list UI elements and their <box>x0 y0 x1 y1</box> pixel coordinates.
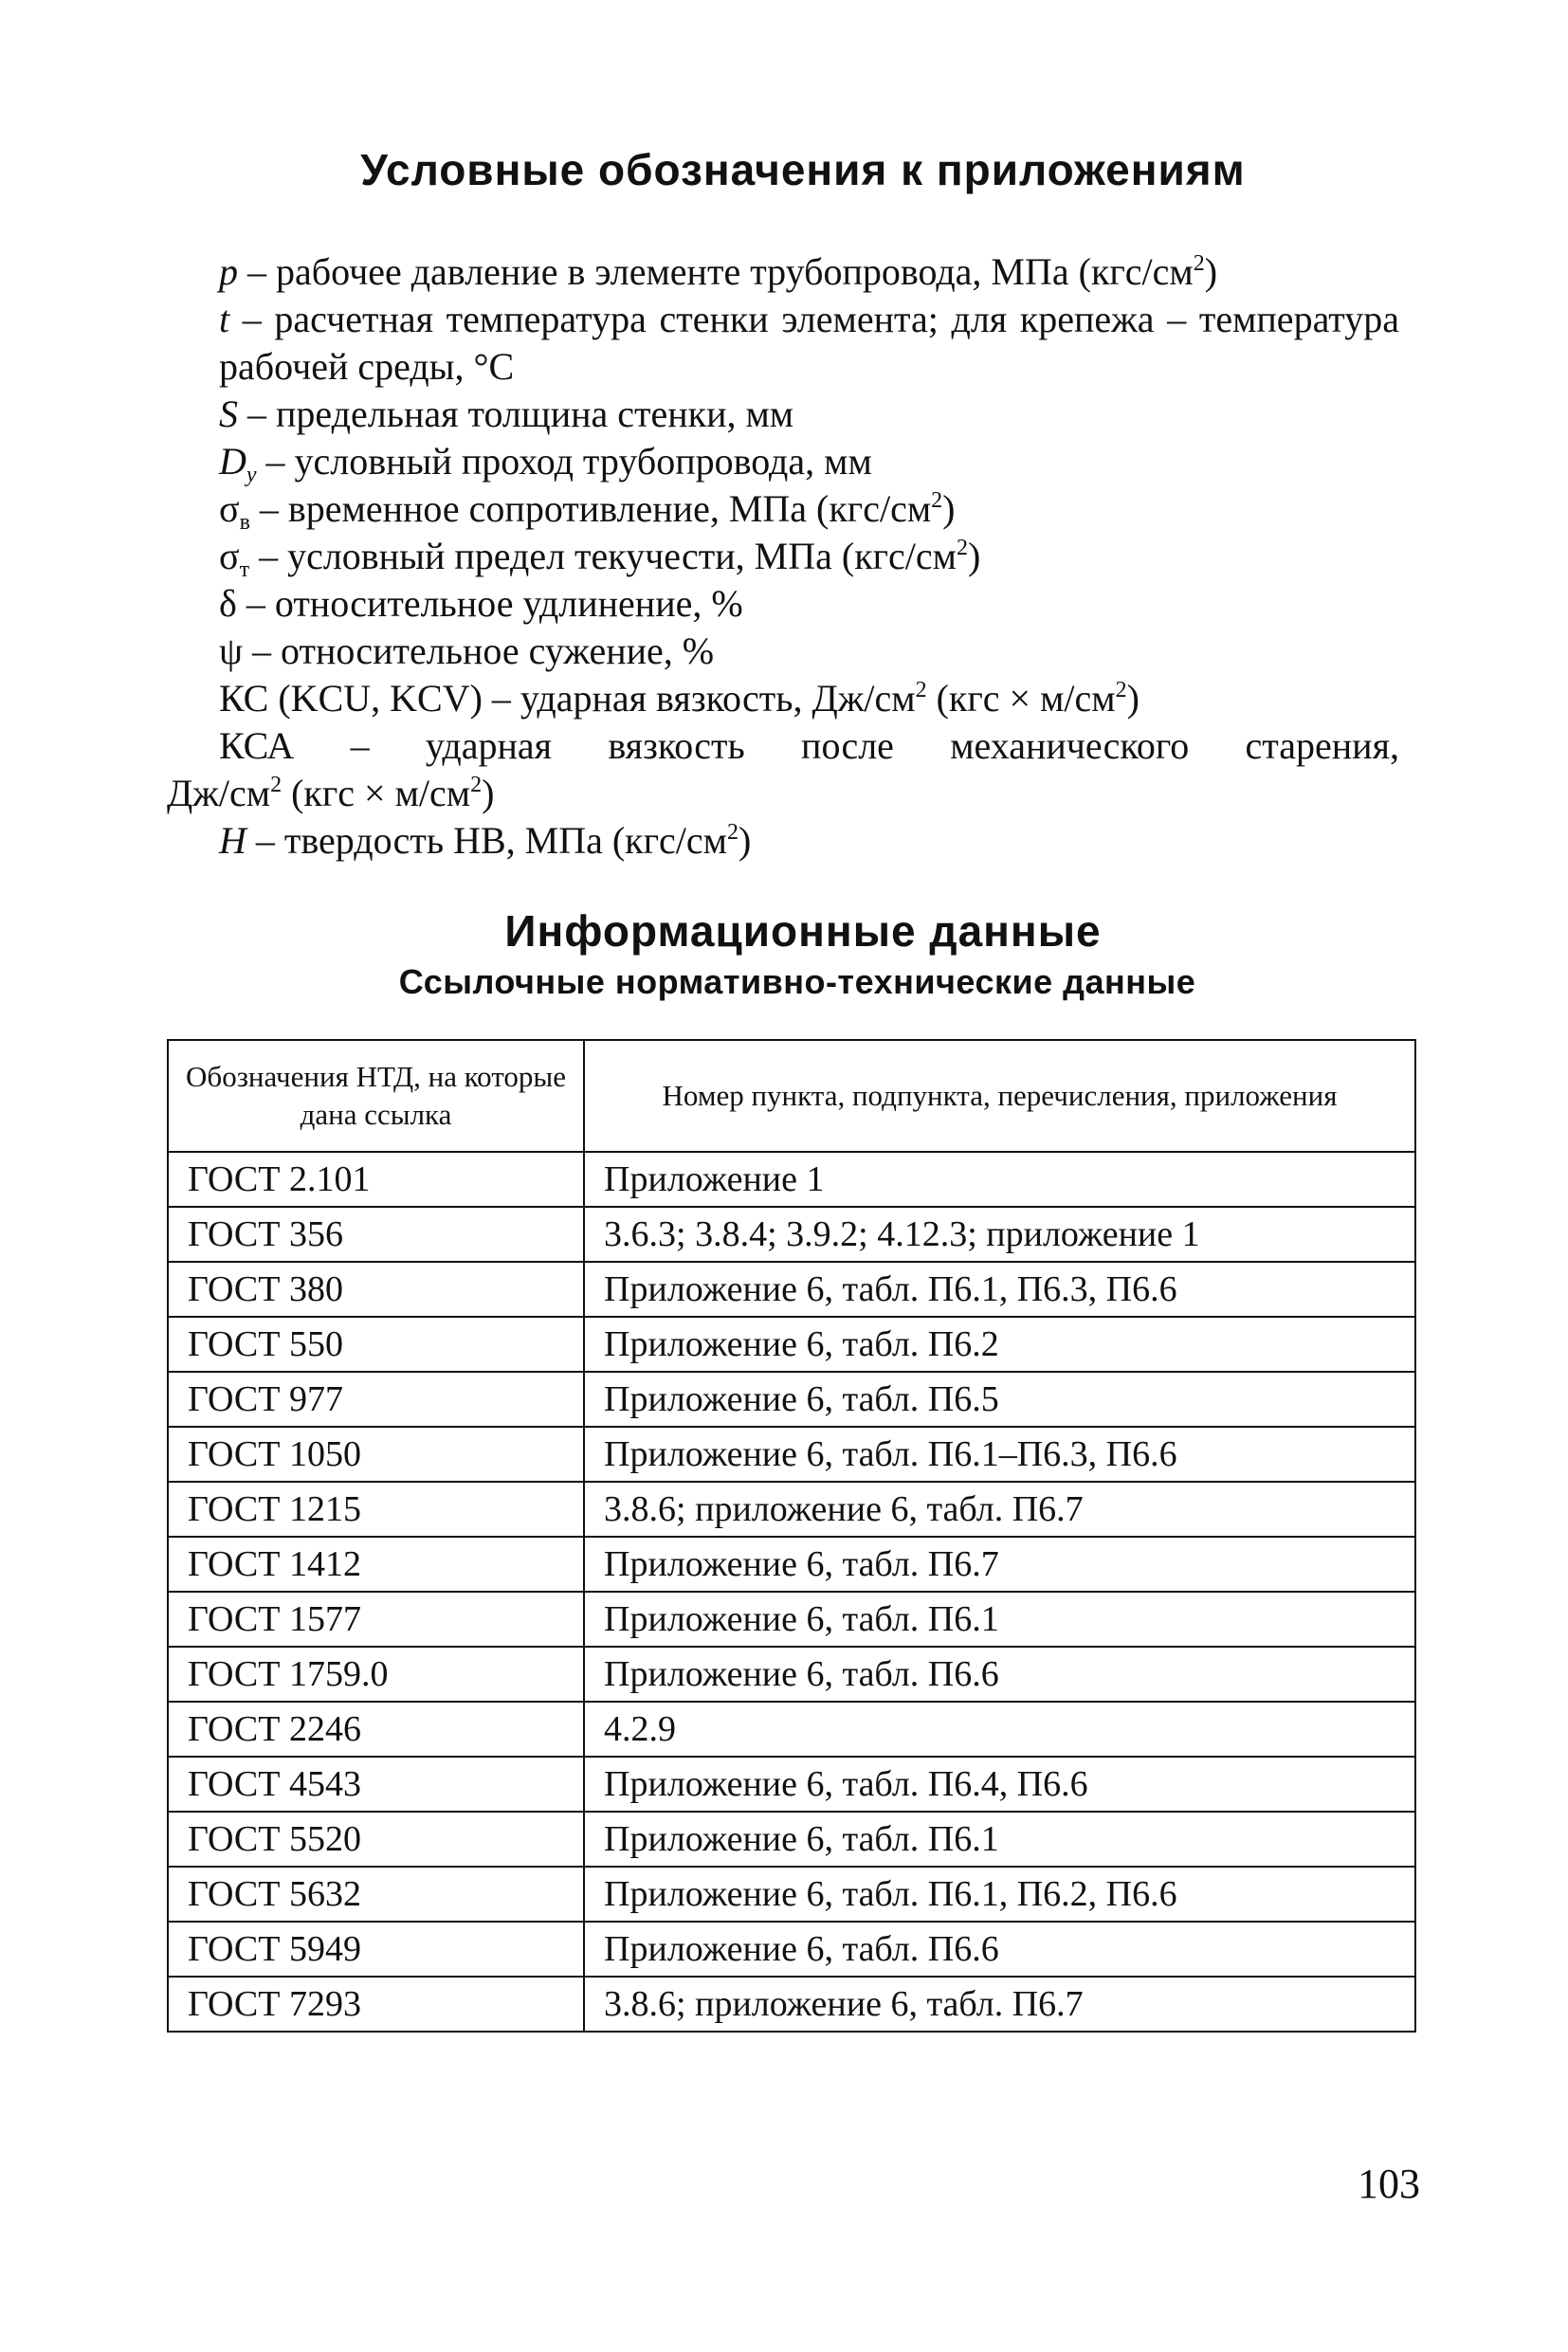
ntd-designation-cell: ГОСТ 1759.0 <box>168 1647 584 1702</box>
legend-item-kca: КСА – ударная вязкость после механического старения, <box>219 724 1399 767</box>
legend-item-psi: ψ – относительное сужение, % <box>219 629 715 672</box>
table-row <box>168 1262 1415 1317</box>
clause-reference-cell: 3.8.6; приложение 6, табл. П6.7 <box>584 1482 1415 1537</box>
clause-reference-cell: Приложение 6, табл. П6.4, П6.6 <box>584 1757 1415 1812</box>
page-number: 103 <box>1358 2161 1420 2207</box>
table-row <box>168 1372 1415 1427</box>
table-header-row <box>168 1040 1415 1152</box>
table-row <box>168 1482 1415 1537</box>
ntd-designation-cell: ГОСТ 1050 <box>168 1427 584 1482</box>
clause-reference-cell: Приложение 6, табл. П6.1 <box>584 1592 1415 1647</box>
clause-reference-cell: Приложение 6, табл. П6.6 <box>584 1647 1415 1702</box>
table-row <box>168 1152 1415 1207</box>
legend-item-h: H – твердость НВ, МПа $(кгс/см^2)$ <box>219 819 752 862</box>
ntd-designation-cell: ГОСТ 1412 <box>168 1537 584 1592</box>
table-row <box>168 1207 1415 1262</box>
clause-reference-cell: Приложение 6, табл. П6.2 <box>584 1317 1415 1372</box>
info-section-title: Информационные данные <box>504 906 1102 956</box>
table-row <box>168 1317 1415 1372</box>
table-row <box>168 1702 1415 1757</box>
clause-reference-cell: 3.6.3; 3.8.4; 3.9.2; 4.12.3; приложение 1 <box>584 1207 1415 1262</box>
ntd-designation-cell: ГОСТ 2246 <box>168 1702 584 1757</box>
clause-reference-cell: Приложение 6, табл. П6.1 <box>584 1812 1415 1867</box>
ntd-designation-cell: ГОСТ 2.101 <box>168 1152 584 1207</box>
reference-subtitle: Ссылочные нормативно-технические данные <box>398 962 1196 1001</box>
ntd-designation-cell: ГОСТ 5949 <box>168 1922 584 1977</box>
table-row <box>168 1922 1415 1977</box>
clause-reference-cell: 3.8.6; приложение 6, табл. П6.7 <box>584 1977 1415 2032</box>
ntd-designation-cell: ГОСТ 356 <box>168 1207 584 1262</box>
legend-item-s: S – предельная толщина стенки, мм <box>219 392 794 435</box>
ntd-designation-cell: ГОСТ 4543 <box>168 1757 584 1812</box>
legend-block <box>167 248 1399 865</box>
legend-item-dy: $D_y$ – условный проход трубопровода, мм <box>219 440 872 487</box>
clause-reference-cell: Приложение 6, табл. П6.1, П6.2, П6.6 <box>584 1867 1415 1922</box>
ntd-designation-cell: ГОСТ 977 <box>168 1372 584 1427</box>
table-row <box>168 1647 1415 1702</box>
table-row <box>168 1977 1415 2032</box>
ntd-designation-cell: ГОСТ 7293 <box>168 1977 584 2032</box>
legend-item-kc: КС (KCU, KCV) – ударная вязкость, $Дж/см^2$ $(кгс \times м/см^2)$ <box>219 677 1140 720</box>
legend-item-delta: δ – относительное удлинение, % <box>219 582 743 625</box>
table-row <box>168 1812 1415 1867</box>
legend-item-sigma-t: $\sigma_т$ – условный предел текучести, МПа $(кгс/см^2)$ <box>219 535 981 582</box>
ntd-designation-cell: ГОСТ 550 <box>168 1317 584 1372</box>
ntd-designation-cell: ГОСТ 380 <box>168 1262 584 1317</box>
appendix-legend-title: Условные обозначения к приложениям <box>360 145 1246 194</box>
table-row <box>168 1537 1415 1592</box>
table-row <box>168 1867 1415 1922</box>
ntd-designation-cell: ГОСТ 5632 <box>168 1867 584 1922</box>
clause-reference-cell: Приложение 6, табл. П6.5 <box>584 1372 1415 1427</box>
reference-table <box>167 1039 1416 2033</box>
legend-item-kca-units: $Дж/см^2$ $(кгс \times м/см^2)$ <box>167 772 495 814</box>
clause-reference-cell: 4.2.9 <box>584 1702 1415 1757</box>
legend-item-t: t – расчетная температура стенки элемента; для крепежа – температура рабочей среды, °С <box>219 298 1399 388</box>
clause-reference-cell: Приложение 6, табл. П6.6 <box>584 1922 1415 1977</box>
ntd-designation-cell: ГОСТ 5520 <box>168 1812 584 1867</box>
clause-reference-cell: Приложение 6, табл. П6.1–П6.3, П6.6 <box>584 1427 1415 1482</box>
clause-reference-cell: Приложение 6, табл. П6.1, П6.3, П6.6 <box>584 1262 1415 1317</box>
ntd-designation-cell: ГОСТ 1577 <box>168 1592 584 1647</box>
clause-reference-cell: Приложение 6, табл. П6.7 <box>584 1537 1415 1592</box>
table-row <box>168 1592 1415 1647</box>
legend-item-p: p – рабочее давление в элементе трубопровода, МПа $(кгс/см^2)$ <box>219 250 1218 293</box>
legend-item-sigma-b: $\sigma_в$ – временное сопротивление, МПа $(кгс/см^2)$ <box>219 487 956 535</box>
ntd-designation-cell: ГОСТ 1215 <box>168 1482 584 1537</box>
table-row <box>168 1757 1415 1812</box>
table-row <box>168 1427 1415 1482</box>
column-header-ntd: Обозначения НТД, на которые дана ссылка <box>168 1040 584 1152</box>
column-header-clause: Номер пункта, подпункта, перечисления, приложения <box>584 1040 1415 1152</box>
table-body <box>168 1152 1415 2032</box>
clause-reference-cell: Приложение 1 <box>584 1152 1415 1207</box>
